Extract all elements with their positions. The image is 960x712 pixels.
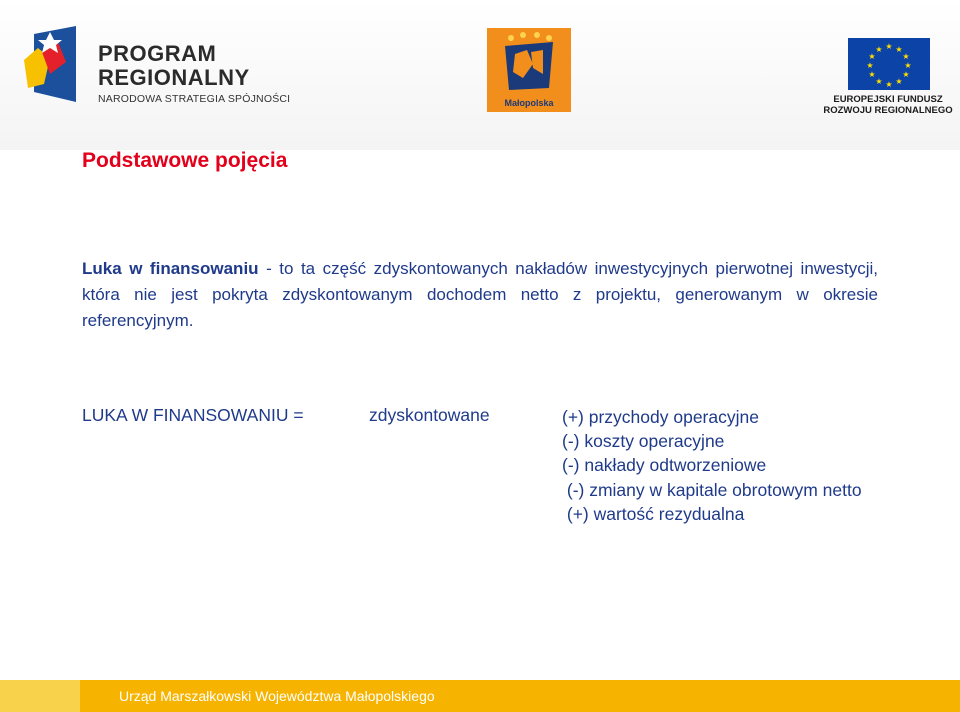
program-regionalny-line1: PROGRAM (98, 41, 217, 66)
eu-logo-text (816, 94, 960, 116)
definition-text: - to ta część zdyskontowanych nakładów inwestycyjnych pierwotnej inwestycji, która nie jest pokryta zdyskontowanym dochodem netto z projektu, generowanym w okresie referencyjnym. (82, 259, 879, 330)
formula-item: (+) przychody operacyjne (562, 407, 759, 427)
formula-item: (+) wartość rezydualna (562, 503, 745, 524)
formula-item: (-) nakłady odtworzeniowe (562, 455, 767, 476)
eu-logo-line1: EUROPEJSKI FUNDUSZ (833, 94, 943, 105)
malopolska-label: Małopolska (504, 98, 554, 108)
svg-text:★: ★ (895, 45, 903, 54)
formula-label: LUKA W FINANSOWANIU = (82, 405, 304, 425)
formula-middle: zdyskontowane (369, 405, 490, 425)
svg-text:★: ★ (902, 70, 910, 79)
malopolska-emblem-icon (487, 28, 571, 98)
slide-title: Podstawowe pojęcia (82, 149, 288, 172)
svg-text:★: ★ (875, 45, 883, 54)
svg-text:★: ★ (895, 77, 903, 86)
footer-accent (0, 680, 80, 712)
eu-logo (816, 38, 960, 120)
eu-logo-line2: ROZWOJU REGIONALNEGO (823, 105, 953, 116)
formula-item: (-) zmiany w kapitale obrotowym netto (562, 479, 862, 500)
program-regionalny-line2: REGIONALNY (98, 65, 250, 90)
program-regionalny-logo (20, 22, 310, 112)
svg-text:★: ★ (904, 61, 912, 70)
svg-text:★: ★ (902, 52, 910, 61)
formula-item: (-) koszty operacyjne (562, 431, 725, 452)
program-regionalny-text (98, 42, 290, 105)
footer-bar (0, 680, 960, 712)
eu-flag-icon (848, 38, 930, 90)
formula-items (562, 405, 942, 526)
footer-text: Urząd Marszałkowski Województwa Małopolskiego (119, 688, 435, 704)
svg-text:★: ★ (866, 61, 874, 70)
program-regionalny-emblem-icon (20, 22, 90, 112)
svg-text:★: ★ (875, 77, 883, 86)
malopolska-logo (487, 28, 571, 112)
svg-text:★: ★ (885, 80, 893, 89)
svg-text:★: ★ (885, 42, 893, 51)
definition-paragraph (82, 256, 878, 334)
svg-text:★: ★ (868, 52, 876, 61)
svg-text:★: ★ (868, 70, 876, 79)
program-regionalny-subtitle: NARODOWA STRATEGIA SPÓJNOŚCI (98, 93, 291, 105)
definition-term: Luka w finansowaniu (82, 259, 259, 278)
